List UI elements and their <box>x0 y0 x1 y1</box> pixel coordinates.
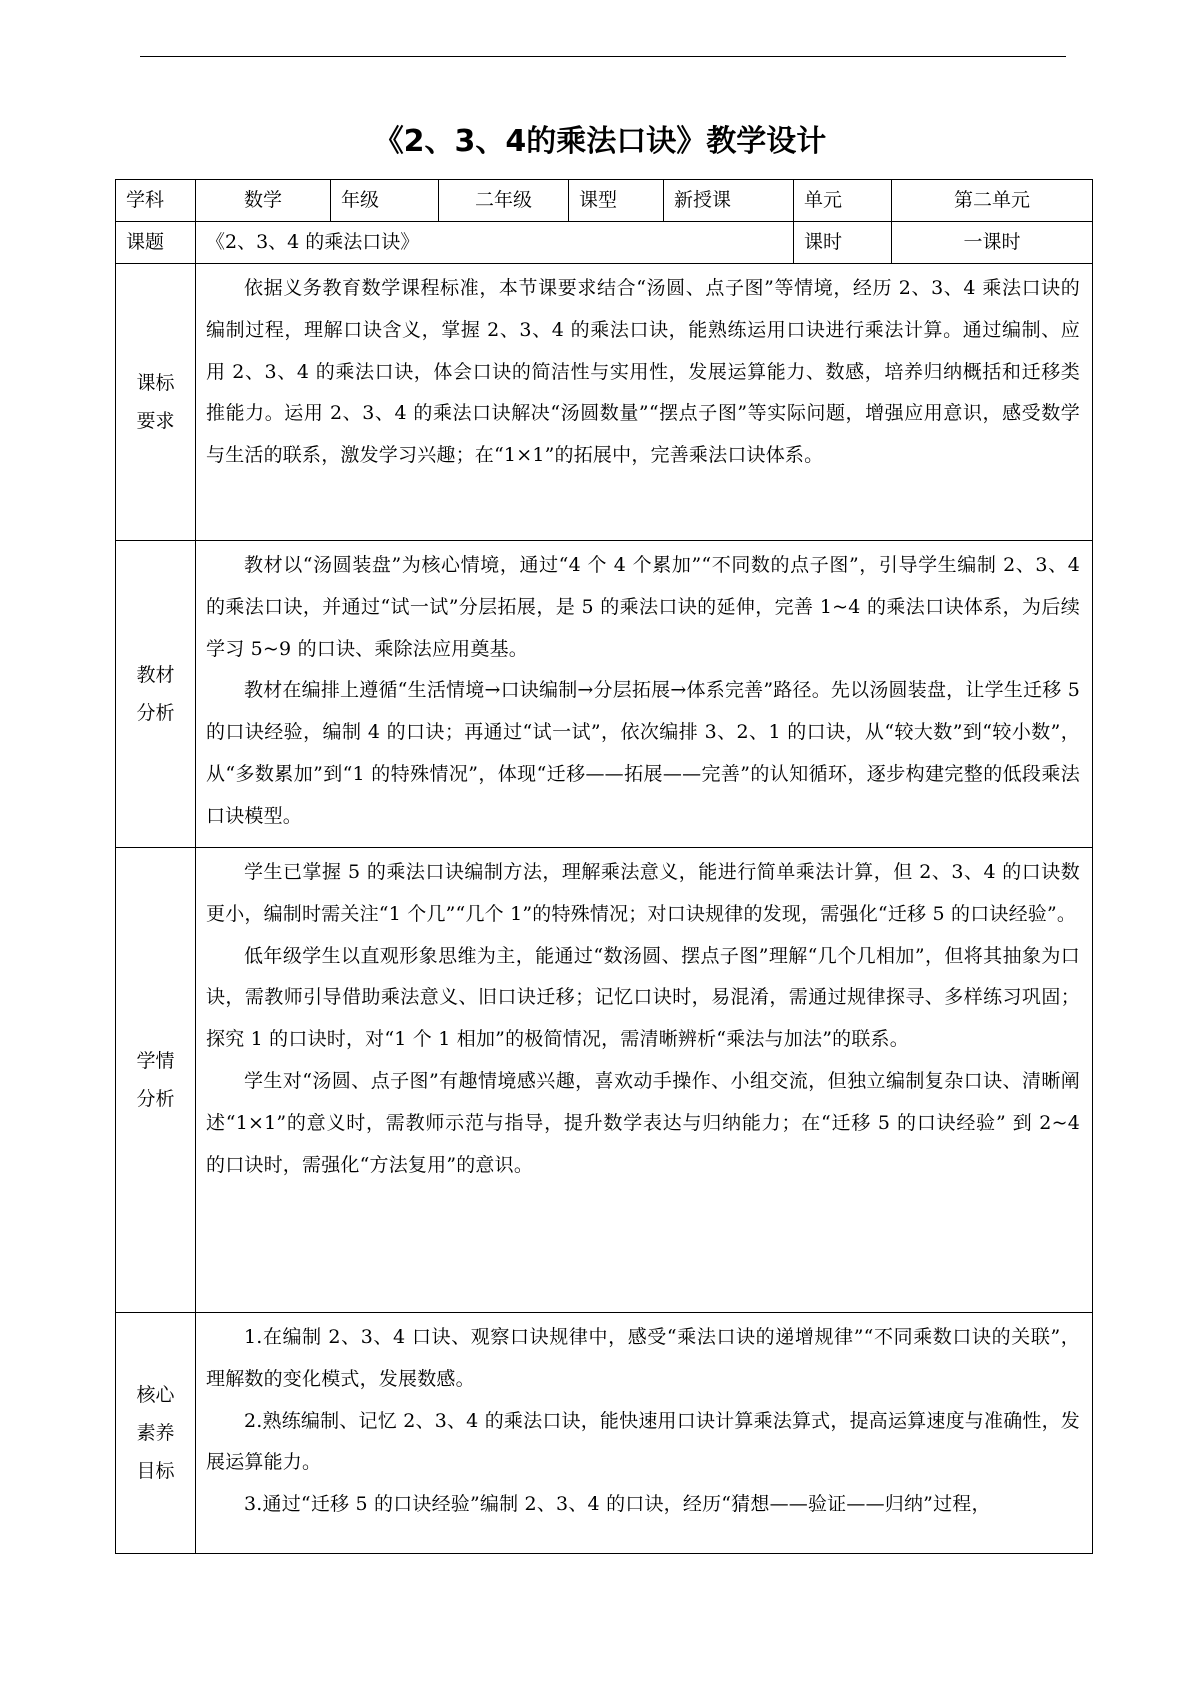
section-label-line: 教材 <box>136 664 175 686</box>
lesson-type-label: 课型 <box>569 180 664 222</box>
section-label <box>116 541 196 848</box>
lesson-type-value: 新授课 <box>664 180 794 222</box>
section-label <box>116 1313 196 1554</box>
grade-label: 年级 <box>331 180 439 222</box>
subject-label: 学科 <box>116 180 196 222</box>
section-row-curriculum <box>116 264 1093 541</box>
unit-label: 单元 <box>794 180 892 222</box>
section-row-textbook <box>116 541 1093 848</box>
section-row-learners <box>116 848 1093 1313</box>
paragraph: 学生已掌握 5 的乘法口诀编制方法，理解乘法意义，能进行简单乘法计算，但 2、3、4 的口诀数更小，编制时需关注“1 个几”“几个 1”的特殊情况；对口诀规律的发现，需强化“迁移 5 的口诀经验”。 <box>206 861 1080 925</box>
paragraph: 3.通过“迁移 5 的口诀经验”编制 2、3、4 的口诀，经历“猜想——验证——归纳”过程， <box>244 1493 991 1516</box>
header-rule <box>140 56 1066 57</box>
paragraph: 1.在编制 2、3、4 口诀、观察口诀规律中，感受“乘法口诀的递增规律”“不同乘数口诀的关联”，理解数的变化模式，发展数感。 <box>206 1326 1080 1390</box>
section-label-line: 分析 <box>136 702 175 724</box>
subject-value: 数学 <box>196 180 331 222</box>
section-content <box>196 541 1093 848</box>
header-row <box>116 180 1093 222</box>
paragraph: 教材以“汤圆装盘”为核心情境，通过“4 个 4 个累加”“不同数的点子图”，引导学生编制 2、3、4 的乘法口诀，并通过“试一试”分层拓展，是 5 的乘法口诀的延伸，完善 1~4 的乘法口诀体系，为后续学习 5~9 的口诀、乘除法应用奠基。 <box>206 554 1080 660</box>
section-row-core-literacy <box>116 1313 1093 1554</box>
topic-row <box>116 222 1093 264</box>
section-label <box>116 264 196 541</box>
lesson-plan-table <box>115 179 1093 1554</box>
section-label <box>116 848 196 1313</box>
section-content <box>196 1313 1093 1554</box>
paragraph: 2.熟练编制、记忆 2、3、4 的乘法口诀，能快速用口诀计算乘法算式，提高运算速度与准确性，发展运算能力。 <box>206 1409 1080 1474</box>
section-label-line: 目标 <box>136 1460 175 1482</box>
paragraph: 依据义务教育数学课程标准，本节课要求结合“汤圆、点子图”等情境，经历 2、3、4 乘法口诀的编制过程，理解口诀含义，掌握 2、3、4 的乘法口诀，能熟练运用口诀进行乘法计算。通过编制、应用 2、3、4 的乘法口诀，体会口诀的简洁性与实用性，发展运算能力、数感，培养归纳概括和迁移类推能力。运用 2、3、4 的乘法口诀解决“汤圆数量”“摆点子图”等实际问题，增强应用意识，感受数学与生活的联系，激发学习兴趣；在“1×1”的拓展中，完善乘法口诀体系。 <box>206 277 1080 467</box>
period-label: 课时 <box>794 222 892 264</box>
section-label-line: 学情 <box>136 1050 175 1072</box>
paragraph: 学生对“汤圆、点子图”有趣情境感兴趣，喜欢动手操作、小组交流，但独立编制复杂口诀、清晰阐述“1×1”的意义时，需教师示范与指导，提升数学表达与归纳能力；在“迁移 5 的口诀经验” 到 2~4 的口诀时，需强化“方法复用”的意识。 <box>206 1069 1080 1176</box>
section-content <box>196 264 1093 541</box>
period-value: 一课时 <box>892 222 1093 264</box>
topic-value: 《2、3、4 的乘法口诀》 <box>196 222 794 264</box>
grade-value: 二年级 <box>439 180 569 222</box>
section-label-line: 要求 <box>136 410 175 432</box>
paragraph: 低年级学生以直观形象思维为主，能通过“数汤圆、摆点子图”理解“几个几相加”，但将其抽象为口诀，需教师引导借助乘法意义、旧口诀迁移；记忆口诀时，易混淆，需通过规律探寻、多样练习巩固；探究 1 的口诀时，对“1 个 1 相加”的极简情况，需清晰辨析“乘法与加法”的联系。 <box>206 944 1080 1051</box>
topic-label: 课题 <box>116 222 196 264</box>
section-label-line: 课标 <box>136 372 175 394</box>
section-label-line: 核心 <box>136 1384 175 1406</box>
paragraph: 教材在编排上遵循“生活情境→口诀编制→分层拓展→体系完善”路径。先以汤圆装盘，让学生迁移 5 的口诀经验，编制 4 的口诀；再通过“试一试”，依次编排 3、2、1 的口诀，从“较大数”到“较小数”，从“多数累加”到“1 的特殊情况”，体现“迁移——拓展——完善”的认知循环，逐步构建完整的低段乘法口诀模型。 <box>206 679 1080 827</box>
section-label-line: 素养 <box>136 1422 175 1444</box>
document-title: 《2、3、4的乘法口诀》教学设计 <box>373 124 827 159</box>
section-content <box>196 848 1093 1313</box>
unit-value: 第二单元 <box>892 180 1093 222</box>
section-label-line: 分析 <box>136 1088 175 1110</box>
